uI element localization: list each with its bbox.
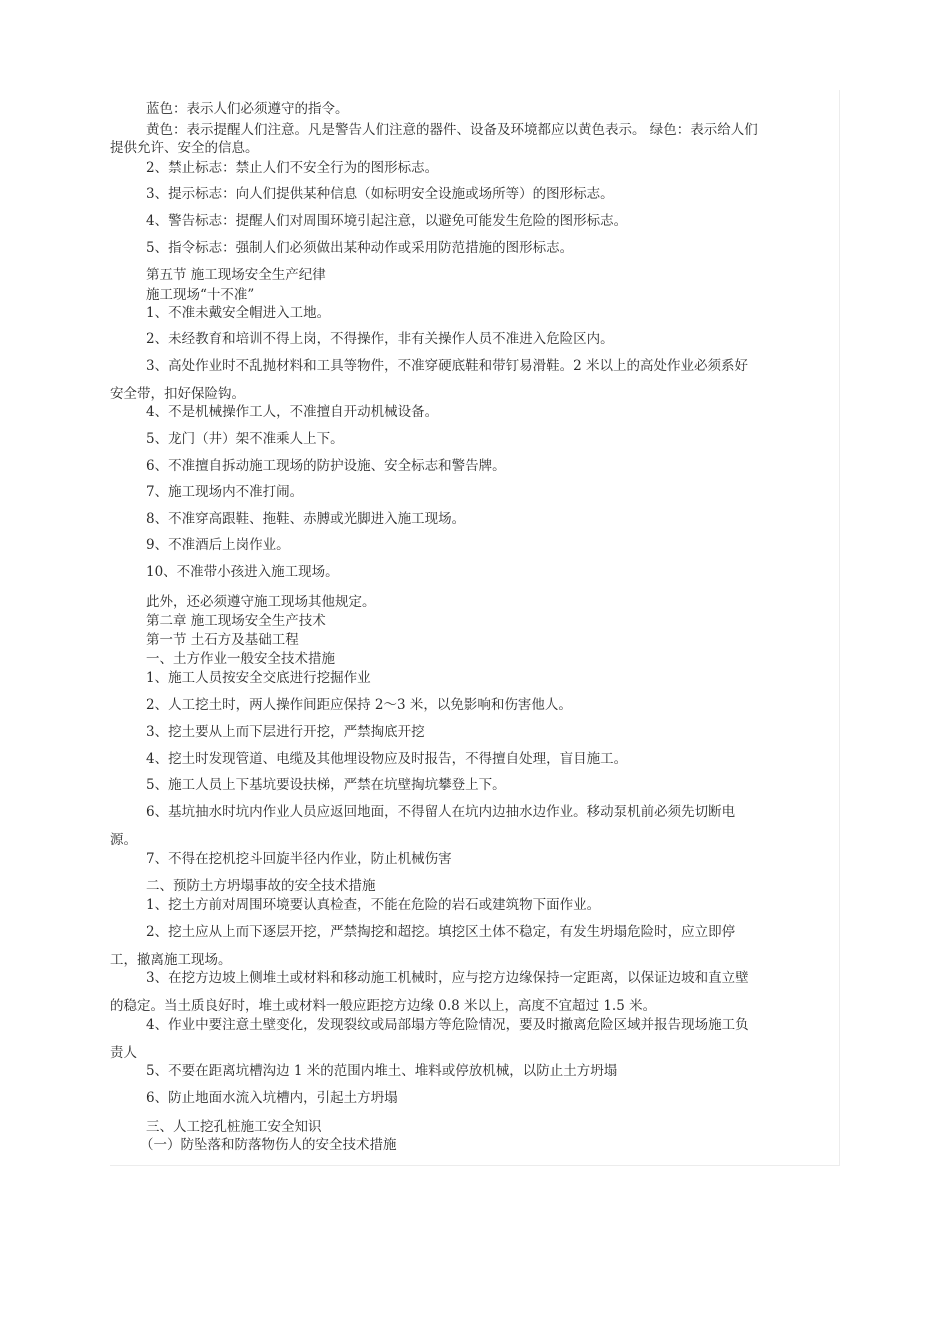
text-line: 3、挖土要从上而下层进行开挖，严禁掏底开挖 [146,724,425,740]
subsection-heading: （一）防坠落和防落物伤人的安全技术措施 [140,1137,397,1153]
text-line: 1、不准未戴安全帽进入工地。 [146,305,331,321]
chapter-heading: 第二章 施工现场安全生产技术 [146,613,326,629]
text-line: 4、作业中要注意土壁变化，发现裂纹或局部塌方等危险情况，要及时撤离危险区域并报告现场施工负 [146,1017,749,1033]
text-line: 黄色：表示提醒人们注意。凡是警告人们注意的器件、设备及环境都应以黄色表示。 绿色：表示给人们 [146,122,758,138]
text-line: 的稳定。当土质良好时，堆土或材料一般应距挖方边缘 0.8 米以上，高度不宜超过 1.5 米。 [110,998,657,1014]
text-line: 7、不得在挖机挖斗回旋半径内作业，防止机械伤害 [146,851,452,867]
text-line: 1、施工人员按安全交底进行挖掘作业 [146,670,371,686]
text-line: 7、施工现场内不准打闹。 [146,484,304,500]
subsection-heading: 三、人工挖孔桩施工安全知识 [146,1119,322,1135]
text-line: 9、不准酒后上岗作业。 [146,537,290,553]
text-line: 6、防止地面水流入坑槽内，引起土方坍塌 [146,1090,398,1106]
text-line: 工，撤离施工现场。 [110,952,232,968]
section-heading: 第一节 土石方及基础工程 [146,632,299,648]
document-page [110,90,840,1166]
text-line: 2、禁止标志：禁止人们不安全行为的图形标志。 [146,160,439,176]
text-line: 此外，还必须遵守施工现场其他规定。 [146,594,376,610]
text-line: 施工现场“十不准” [146,287,255,303]
text-line: 5、施工人员上下基坑要设扶梯，严禁在坑壁掏坑攀登上下。 [146,777,506,793]
text-line: 3、提示标志：向人们提供某种信息（如标明安全设施或场所等）的图形标志。 [146,186,614,202]
text-line: 2、挖土应从上而下逐层开挖，严禁掏挖和超挖。填挖区土体不稳定，有发生坍塌危险时，应立即停 [146,924,736,940]
text-line: 10、不准带小孩进入施工现场。 [146,564,339,580]
text-line: 安全带，扣好保险钩。 [110,386,245,402]
text-line: 5、指令标志：强制人们必须做出某种动作或采用防范措施的图形标志。 [146,240,574,256]
text-line: 4、警告标志：提醒人们对周围环境引起注意，以避免可能发生危险的图形标志。 [146,213,628,229]
text-line: 6、基坑抽水时坑内作业人员应返回地面，不得留人在坑内边抽水边作业。移动泵机前必须先切断电 [146,804,736,820]
text-line: 3、高处作业时不乱抛材料和工具等物件，不准穿硬底鞋和带钉易滑鞋。2 米以上的高处作业必须系好 [146,358,748,374]
text-line: 4、不是机械操作工人，不准擅自开动机械设备。 [146,404,439,420]
text-line: 蓝色：表示人们必须遵守的指令。 [146,101,349,117]
text-line: 4、挖土时发现管道、电缆及其他埋设物应及时报告，不得擅自处理，盲目施工。 [146,751,628,767]
subsection-heading: 二、预防土方坍塌事故的安全技术措施 [146,878,376,894]
text-line: 5、不要在距离坑槽沟边 1 米的范围内堆土、堆料或停放机械，以防止土方坍塌 [146,1063,618,1079]
text-line: 责人 [110,1045,137,1061]
text-line: 8、不准穿高跟鞋、拖鞋、赤膊或光脚进入施工现场。 [146,511,466,527]
text-line: 6、不准擅自拆动施工现场的防护设施、安全标志和警告牌。 [146,458,506,474]
subsection-heading: 一、土方作业一般安全技术措施 [146,651,335,667]
text-line: 5、龙门（井）架不准乘人上下。 [146,431,344,447]
text-line: 源。 [110,832,137,848]
text-line: 2、人工挖土时，两人操作间距应保持 2～3 米，以免影响和伤害他人。 [146,697,572,713]
text-line: 提供允许、安全的信息。 [110,140,259,156]
text-line: 1、挖土方前对周围环境要认真检查，不能在危险的岩石或建筑物下面作业。 [146,897,601,913]
text-line: 2、未经教育和培训不得上岗，不得操作，非有关操作人员不准进入危险区内。 [146,331,614,347]
section-heading: 第五节 施工现场安全生产纪律 [146,267,326,283]
text-line: 3、在挖方边坡上侧堆土或材料和移动施工机械时，应与挖方边缘保持一定距离，以保证边坡和直立壁 [146,970,749,986]
